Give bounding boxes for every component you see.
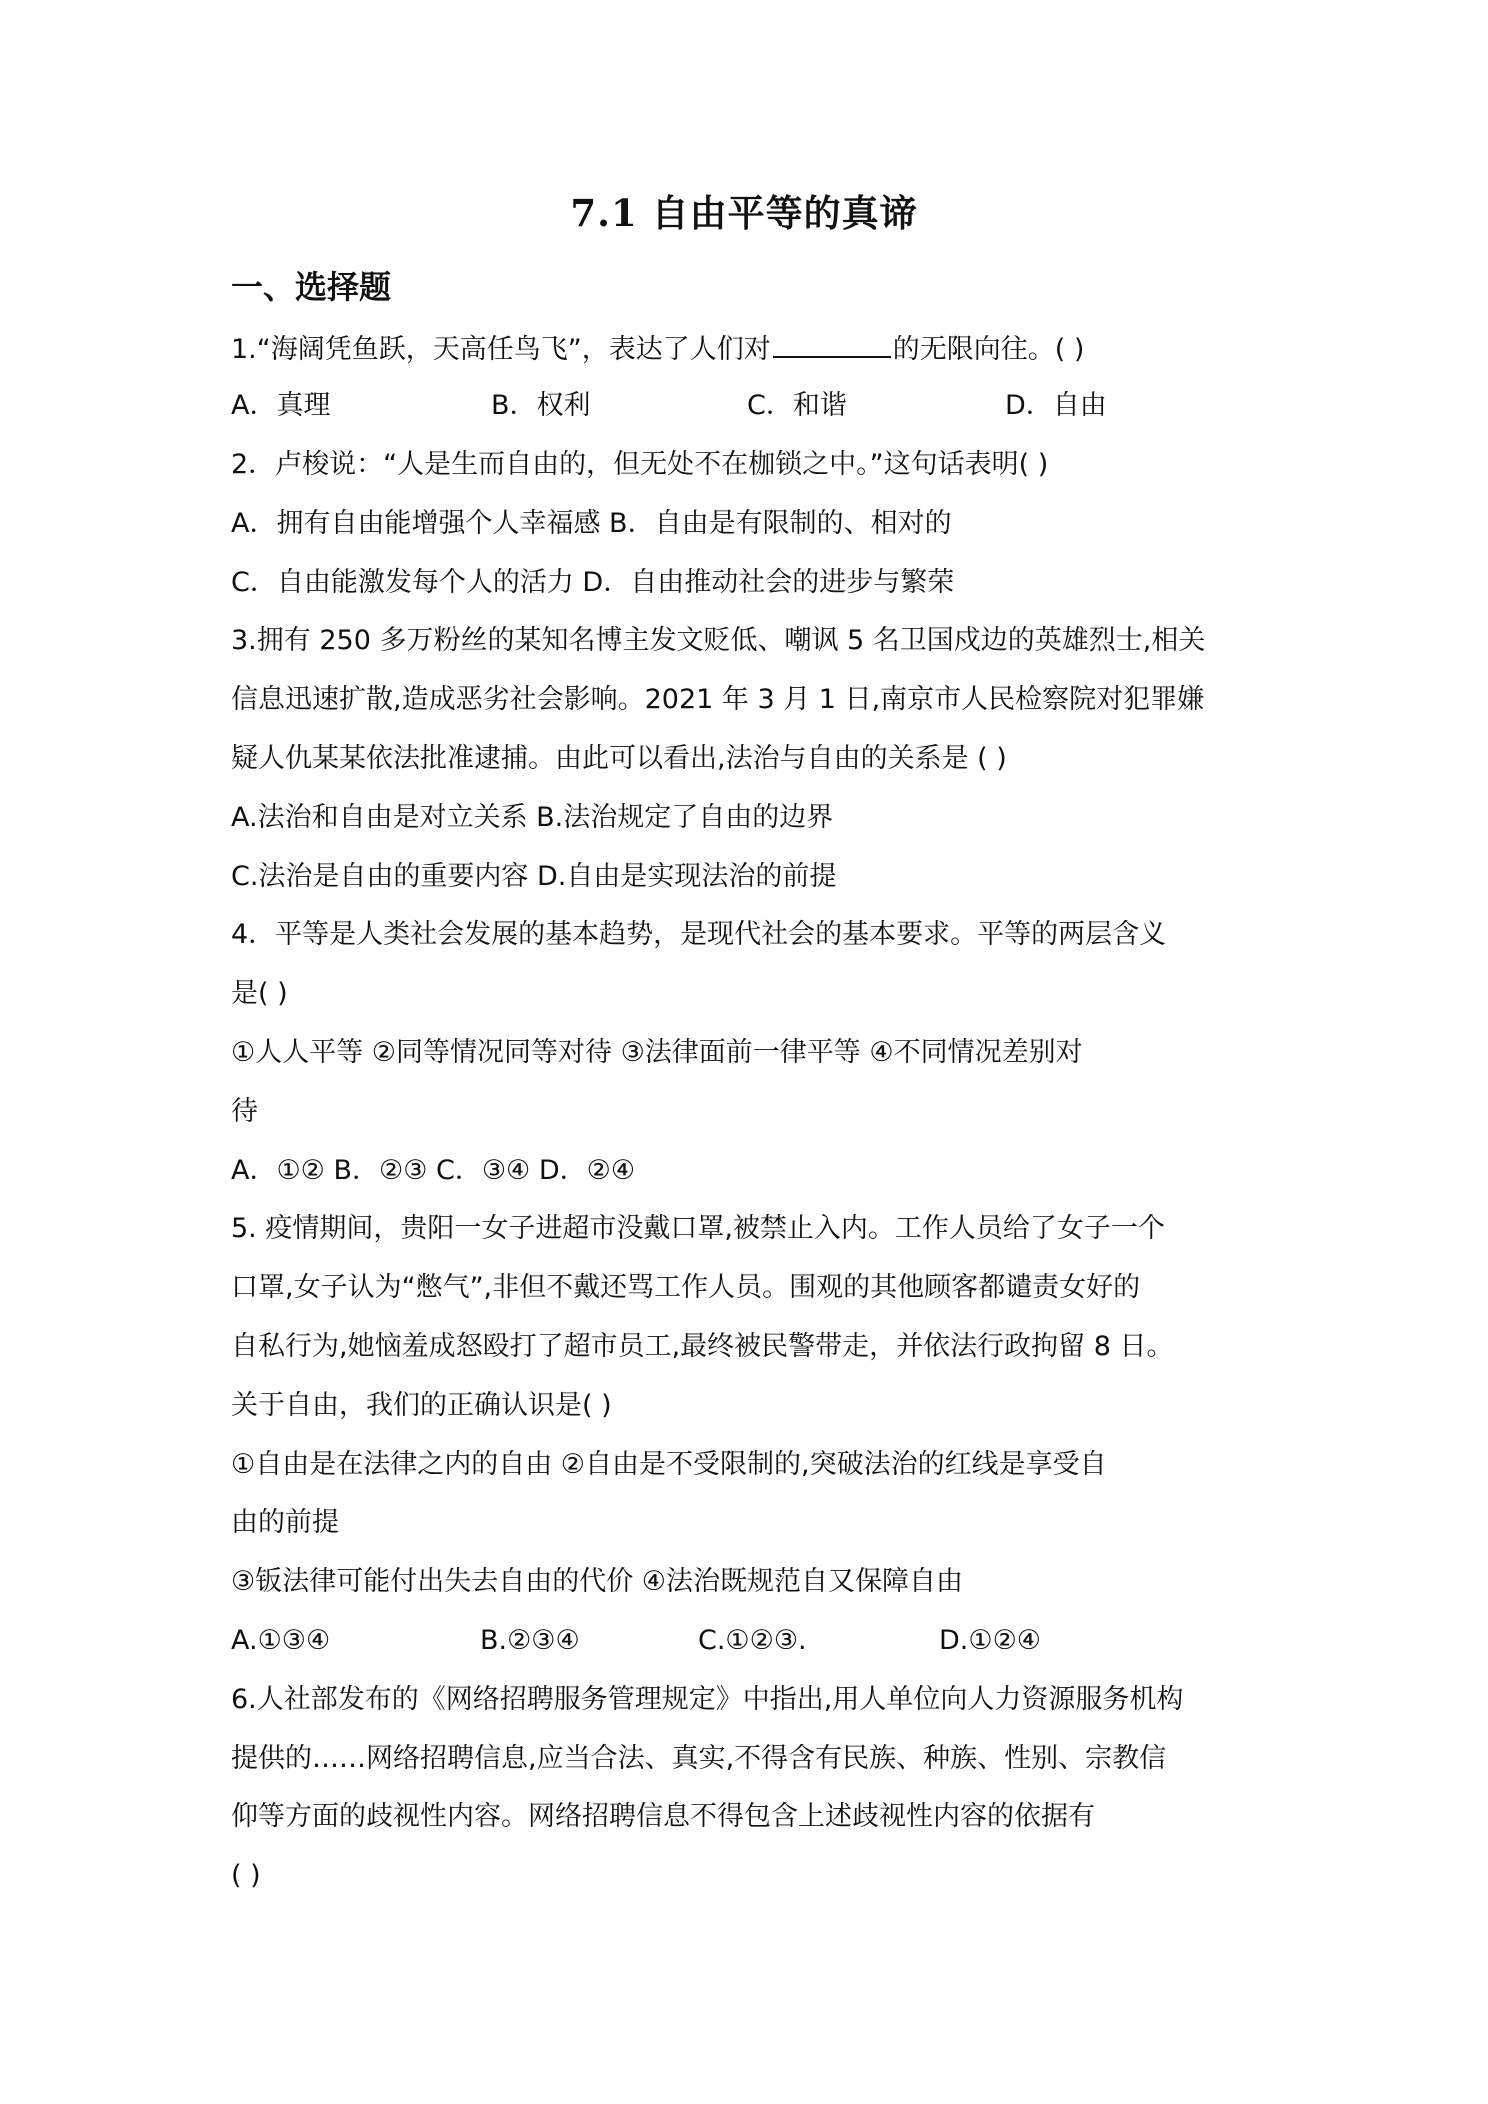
- question-5-line-2: 口罩,女子认为“憋气”,非但不戴还骂工作人员。围观的其他顾客都谴责女好的: [231, 1272, 1141, 1303]
- question-5-line-3: 自私行为,她恼羞成怒殴打了超市员工,最终被民警带走，并依法行政拘留 8 日。: [231, 1331, 1174, 1362]
- answer-blank: [773, 328, 891, 358]
- question-6-line-1: 6.人社部发布的《网络招聘服务管理规定》中指出,用人单位向人力资源服务机构: [231, 1684, 1184, 1715]
- question-5-line-7: ③钣法律可能付出失去自由的代价 ④法治既规范自又保障自由: [231, 1566, 963, 1597]
- question-5-line-6: 由的前提: [231, 1507, 339, 1538]
- question-4-line-2: 是( ): [231, 978, 288, 1009]
- question-5-option-d: D.①②④: [939, 1625, 1041, 1656]
- question-3-line-2: 信息迅速扩散,造成恶劣社会影响。2021 年 3 月 1 日,南京市人民检察院对犯罪嫌: [231, 684, 1205, 715]
- question-6-line-3: 仰等方面的歧视性内容。网络招聘信息不得包含上述歧视性内容的依据有: [231, 1801, 1095, 1832]
- question-6-line-2: 提供的……网络招聘信息,应当合法、真实,不得含有民族、种族、性别、宗教信: [231, 1743, 1167, 1774]
- question-5-option-b: B.②③④: [480, 1625, 580, 1656]
- question-4-line-3: ①人人平等 ②同等情况同等对待 ③法律面前一律平等 ④不同情况差别对: [231, 1037, 1083, 1068]
- question-5-option-c: C.①②③.: [698, 1625, 807, 1656]
- question-1-option-c: C．和谐: [747, 390, 847, 421]
- page-title: 7.1 自由平等的真谛: [570, 191, 918, 235]
- question-2-stem: 2．卢梭说：“人是生而自由的，但无处不在枷锁之中。”这句话表明( ): [231, 449, 1049, 480]
- question-5-option-a: A.①③④: [231, 1625, 331, 1656]
- question-4-options: A．①② B．②③ C．③④ D．②④: [231, 1155, 636, 1186]
- question-3-options-cd: C.法治是自由的重要内容 D.自由是实现法治的前提: [231, 861, 837, 892]
- question-3-line-3: 疑人仇某某依法批准逮捕。由此可以看出,法治与自由的关系是 ( ): [231, 743, 1007, 774]
- question-4-line-4: 待: [231, 1096, 258, 1127]
- question-1-option-b: B．权利: [491, 390, 591, 421]
- question-3-options-ab: A.法治和自由是对立关系 B.法治规定了自由的边界: [231, 802, 834, 833]
- question-1-stem-start: 1.“海阔凭鱼跃，天高任鸟飞”，表达了人们对: [231, 334, 771, 365]
- question-1-stem: [231, 328, 1271, 370]
- question-6-line-4: ( ): [231, 1860, 261, 1891]
- question-4-line-1: 4．平等是人类社会发展的基本趋势，是现代社会的基本要求。平等的两层含义: [231, 919, 1167, 950]
- question-1-stem-end: 的无限向往。( ): [892, 334, 1085, 365]
- question-1-option-d: D．自由: [1005, 390, 1107, 421]
- question-5-line-1: 5. 疫情期间，贵阳一女子进超市没戴口罩,被禁止入内。工作人员给了女子一个: [231, 1213, 1165, 1244]
- question-2-options-cd: C．自由能激发每个人的活力 D．自由推动社会的进步与繁荣: [231, 567, 955, 598]
- question-5-line-5: ①自由是在法律之内的自由 ②自由是不受限制的,突破法治的红线是享受自: [231, 1449, 1107, 1480]
- question-1-option-a: A．真理: [231, 390, 331, 421]
- question-5-line-4: 关于自由，我们的正确认识是( ): [231, 1390, 612, 1421]
- question-2-options-ab: A．拥有自由能增强个人幸福感 B．自由是有限制的、相对的: [231, 508, 952, 539]
- question-3-line-1: 3.拥有 250 多万粉丝的某知名博主发文贬低、嘲讽 5 名卫国戍边的英雄烈士,相关: [231, 625, 1206, 656]
- section-heading: 一、选择题: [231, 268, 392, 306]
